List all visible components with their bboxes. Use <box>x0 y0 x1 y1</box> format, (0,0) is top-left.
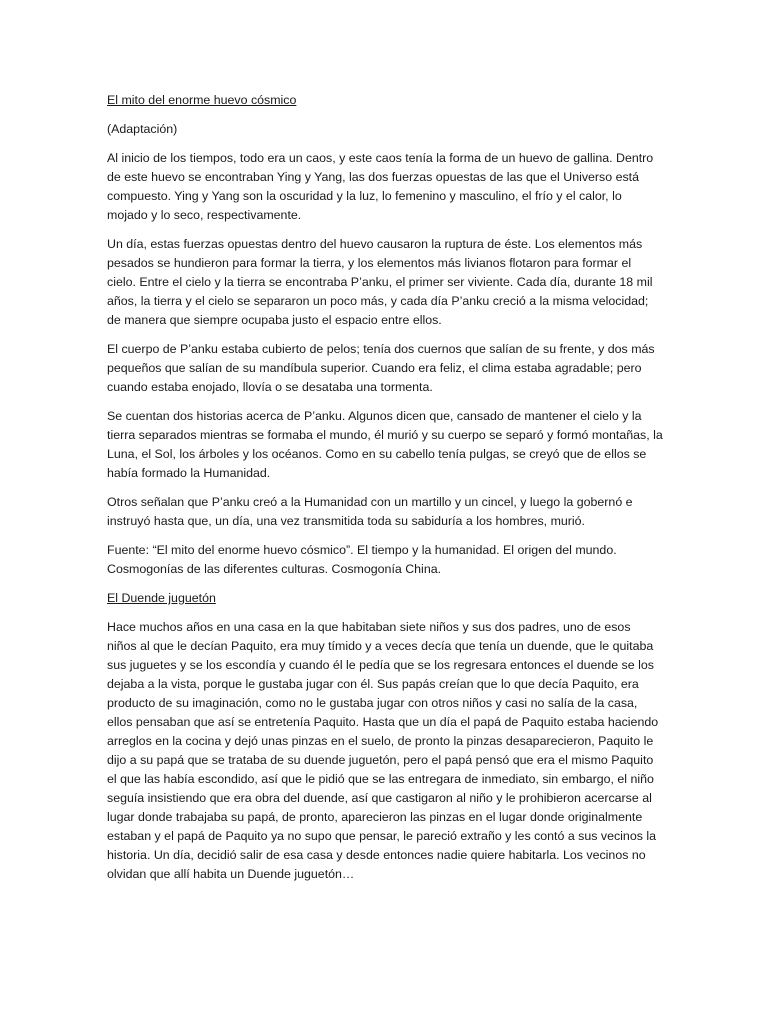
document-page <box>107 91 663 894</box>
story1-paragraph-5: Otros señalan que P’anku creó a la Humanidad con un martillo y un cincel, y luego la gobernó e instruyó hasta que, un día, una vez transmitida toda su sabiduría a los hombres, murió. <box>107 495 633 528</box>
story1-paragraph-4: Se cuentan dos historias acerca de P’anku. Algunos dicen que, cansado de mantener el cielo y la tierra separados mientras se formaba el mundo, él murió y su cuerpo se separó y formó montañas, la Luna, el Sol, los árboles y los océanos. Como en su cabello tenía pulgas, se creyó que de ellos se había formado la Humanidad. <box>107 409 663 480</box>
story1-source: Fuente: “El mito del enorme huevo cósmico”. El tiempo y la humanidad. El origen del mundo. Cosmogonías de las diferentes culturas. Cosmogonía China. <box>107 543 617 576</box>
story1-subtitle: (Adaptación) <box>107 122 178 136</box>
story2-paragraph-1: Hace muchos años en una casa en la que habitaban siete niños y sus dos padres, uno de esos niños al que le decían Paquito, era muy tímido y a veces decía que tenía un duende, que le quitaba sus juguetes y se los escondía y cuando él le pedía que se los regresara entonces el duende se los dejaba a la vista, porque le gustaba jugar con él. Sus papás creían que lo que decía Paquito, era producto de su imaginación, como no le gustaba jugar con otros niños y casi no salía de la casa, ellos pensaban que así se entretenía Paquito. Hasta que un día el papá de Paquito estaba haciendo arreglos en la cocina y dejó unas pinzas en el suelo, de pronto la pinzas desaparecieron, Paquito le dijo a su papá que se trataba de su duende juguetón, pero el papá pensó que era el mismo Paquito el que las había escondido, así que le pidió que se las entregara de inmediato, sin embargo, el niño seguía insistiendo que era obra del duende, así que castigaron al niño y le prohibieron acercarse al lugar donde trabajaba su papá, de pronto, aparecieron las pinzas en el lugar donde originalmente estaban y el papá de Paquito ya no supo que pensar, le pareció extraño y les contó a sus vecinos la historia. Un día, decidió salir de esa casa y desde entonces nadie quiere habitarla. Los vecinos no olvidan que allí habita un Duende juguetón… <box>107 620 659 881</box>
story1-paragraph-1: Al inicio de los tiempos, todo era un caos, y este caos tenía la forma de un huevo de gallina. Dentro de este huevo se encontraban Ying y Yang, las dos fuerzas opuestas de las que el Universo está compuesto. Ying y Yang son la oscuridad y la luz, lo femenino y masculino, el frío y el calor, lo mojado y lo seco, respectivamente. <box>107 151 654 222</box>
story2-title: El Duende juguetón <box>107 591 216 605</box>
story1-paragraph-2: Un día, estas fuerzas opuestas dentro del huevo causaron la ruptura de éste. Los elementos más pesados se hundieron para formar la tierra, y los elementos más livianos flotaron para formar el cielo. Entre el cielo y la tierra se encontraba P’anku, el primer ser viviente. Cada día, durante 18 mil años, la tierra y el cielo se separaron un poco más, y cada día P’anku creció a la misma velocidad; de manera que siempre ocupaba justo el espacio entre ellos. <box>107 237 653 327</box>
story1-title: El mito del enorme huevo cósmico <box>107 93 297 107</box>
story1-paragraph-3: El cuerpo de P’anku estaba cubierto de pelos; tenía dos cuernos que salían de su frente, y dos más pequeños que salían de su mandíbula superior. Cuando era feliz, el clima estaba agradable; pero cuando estaba enojado, llovía o se desataba una tormenta. <box>107 342 655 394</box>
